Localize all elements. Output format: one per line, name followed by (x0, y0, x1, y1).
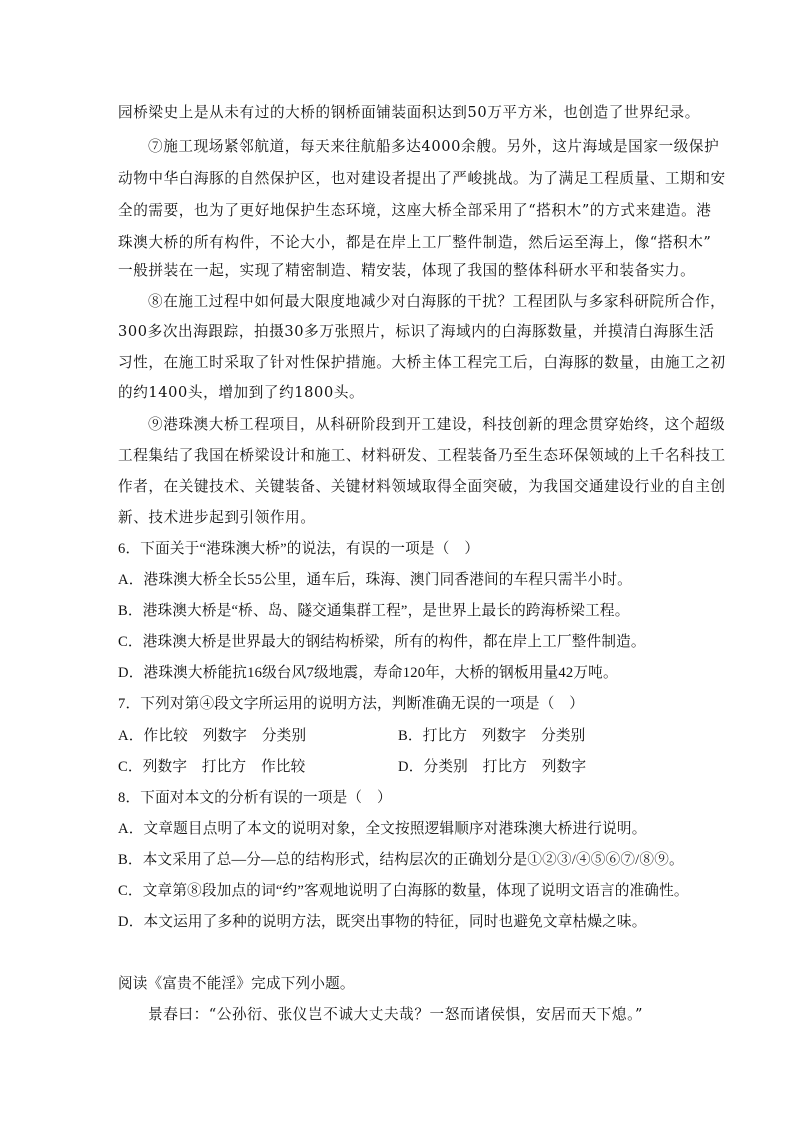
passage-line: 全的需要，也为了更好地保护生态环境，这座大桥全部采用了“搭积木”的方式来建造。港 (118, 202, 712, 219)
question-8-option-d: D．本文运用了多种的说明方法，既突出事物的特征，同时也避免文章枯燥之味。 (118, 914, 647, 930)
passage-line: 作者，在关键技术、关键装备、关键材料领域取得全面突破，为我国交通建设行业的自主创 (118, 478, 726, 495)
passage-line: ⑧在施工过程中如何最大限度地减少对白海豚的干扰？工程团队与多家科研院所合作， (148, 293, 726, 310)
passage-line: 300多次出海跟踪，拍摄30多万张照片，标识了海域内的白海豚数量，并摸清白海豚生活 (118, 323, 715, 340)
question-8-stem: 8．下面对本文的分析有误的一项是（ ） (118, 790, 392, 806)
passage-line: 工程集结了我国在桥梁设计和施工、材料研发、工程装备乃至生态环保领域的上千名科技工 (118, 447, 726, 464)
question-6-option-b: B．港珠澳大桥是“桥、岛、隧交通集群工程”，是世界上最长的跨海桥梁工程。 (118, 603, 630, 619)
question-6-option-a: A．港珠澳大桥全长55公里，通车后，珠海、澳门同香港间的车程只需半小时。 (118, 572, 632, 588)
passage-line: 一般拼装在一起，实现了精密制造、精安装，体现了我国的整体科研水平和装备实力。 (118, 262, 696, 279)
question-8-option-c: C．文章第⑧段加点的词“约”客观地说明了白海豚的数量，体现了说明文语言的准确性。 (118, 883, 689, 899)
passage-line: 园桥梁史上是从未有过的大桥的钢桥面铺装面积达到50万平方米，也创造了世界纪录。 (118, 104, 700, 121)
reading-intro: 阅读《富贵不能淫》完成下列小题。 (118, 976, 355, 992)
question-7-option-b: B．打比方 列数字 分类别 (398, 728, 586, 744)
question-6-option-d: D．港珠澳大桥能抗16级台风7级地震，寿命120年，大桥的钢板用量42万吨。 (118, 665, 618, 681)
passage-line: 的约1400头，增加到了约1800头。 (118, 384, 365, 401)
passage-line: ⑨港珠澳大桥工程项目，从科研阶段到开工建设，科技创新的理念贯穿始终，这个超级 (148, 416, 726, 433)
question-8-option-b: B．本文采用了总—分—总的结构形式，结构层次的正确划分是①②③/④⑤⑥⑦/⑧⑨。 (118, 852, 684, 868)
question-7-stem: 7．下列对第④段文字所运用的说明方法，判断准确无误的一项是（ ） (118, 696, 585, 712)
passage-line: 新、技术进步起到引领作用。 (118, 509, 316, 526)
question-6-stem: 6．下面关于“港珠澳大桥”的说法，有误的一项是（ ） (118, 541, 480, 557)
passage-line: 习性，在施工时采取了针对性保护措施。大桥主体工程完工后，白海豚的数量，由施工之初 (118, 354, 726, 371)
question-7-option-d: D．分类别 打比方 列数字 (398, 759, 587, 775)
question-8-option-a: A．文章题目点明了本文的说明对象，全文按照逻辑顺序对港珠澳大桥进行说明。 (118, 821, 647, 837)
classical-text-line: 景春曰：“公孙衍、张仪岂不诚大丈夫哉？一怒而诸侯惧，安居而天下熄。” (148, 1006, 644, 1023)
passage-line: ⑦施工现场紧邻航道，每天来往航船多达4000余艘。另外，这片海域是国家一级保护 (148, 138, 720, 155)
passage-line: 动物中华白海豚的自然保护区，也对建设者提出了严峻挑战。为了满足工程质量、工期和安 (118, 170, 726, 187)
question-7-option-a: A．作比较 列数字 分类别 (118, 728, 307, 744)
question-6-option-c: C．港珠澳大桥是世界最大的钢结构桥梁，所有的构件，都在岸上工厂整件制造。 (118, 634, 646, 650)
question-7-option-c: C．列数字 打比方 作比较 (118, 759, 306, 775)
passage-line: 珠澳大桥的所有构件，不论大小，都是在岸上工厂整件制造，然后运至海上，像“搭积木” (118, 234, 712, 251)
